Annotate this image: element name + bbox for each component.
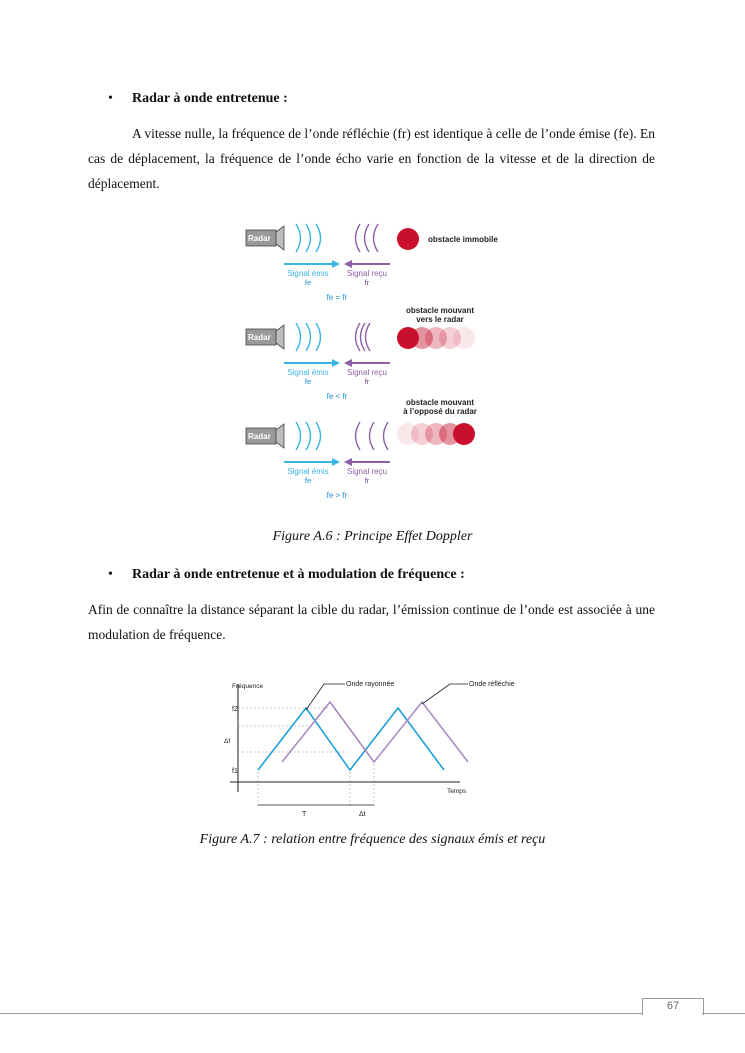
reflected-wave-label: Onde réfléchie	[469, 681, 515, 688]
emitted-wave-arc	[306, 323, 311, 351]
doppler-row-1	[246, 224, 498, 302]
fr-label: fr	[364, 377, 370, 386]
section2-paragraph-rest: associée à une modulation de fréquence.	[88, 602, 655, 642]
emitted-arrowhead	[332, 458, 340, 466]
bullet: •	[108, 91, 113, 106]
received-wave-arc	[361, 323, 366, 351]
bullet: •	[108, 567, 113, 582]
emitted-wave-label: Onde rayonnée	[346, 681, 395, 688]
received-wave-arc	[356, 422, 361, 450]
signal-emis-label: Signal émis	[287, 467, 329, 476]
frequency-time-figure	[220, 672, 530, 822]
moving-obstacle-trail	[453, 423, 475, 445]
section2-paragraph-line1: Afin de connaître la distance séparant la cible du radar, l’émission continue de l’onde est	[88, 602, 574, 617]
received-wave-arc	[365, 224, 370, 252]
delay-label: Δt	[359, 811, 366, 818]
received-wave-arc	[370, 422, 375, 450]
section2-paragraph	[88, 597, 655, 647]
signal-recu-label: Signal reçu	[346, 269, 388, 278]
frequency-relation: fe = fr	[326, 293, 348, 302]
doppler-row-2	[246, 306, 475, 401]
received-arrowhead	[344, 260, 352, 268]
section1-paragraph	[88, 121, 655, 196]
doppler-figure	[240, 210, 510, 510]
signal-recu-label: Signal reçu	[346, 467, 388, 476]
frequency-relation: fe > fr	[326, 491, 348, 500]
reflected-wave	[282, 702, 468, 762]
obstacle-immobile	[397, 228, 419, 250]
emitted-wave-arc	[316, 323, 321, 351]
x-axis-label: Temps	[447, 788, 467, 795]
page-number: 67	[666, 1000, 680, 1012]
section1-title: Radar à onde entretenue :	[132, 91, 288, 106]
radar-label: Radar	[248, 234, 271, 243]
section1-paragraph-rest: émise (fe). En cas de déplacement, la fréquence de l’onde écho varie en fonction de la vitesse et de la direction de déplacement.	[88, 126, 656, 191]
figure6-caption: Figure A.6 : Principe Effet Doppler	[272, 529, 473, 544]
received-wave-arc	[384, 422, 389, 450]
delta-f-label: Δf	[224, 738, 231, 745]
signal-recu-label: Signal reçu	[346, 368, 388, 377]
fe-label: fe	[304, 476, 312, 485]
emitted-pointer	[306, 684, 324, 710]
radar-horn	[276, 226, 284, 250]
section-title-radar-onde-entretenue	[108, 91, 288, 107]
obstacle-label: obstacle immobile	[428, 235, 498, 244]
fr-label: fr	[364, 278, 370, 287]
figure7-caption: Figure A.7 : relation entre fréquence des signaux émis et reçu	[199, 832, 546, 847]
y-axis-label: Fréquence	[232, 683, 264, 690]
footer-rule-right	[702, 1013, 745, 1014]
emitted-wave-arc	[296, 323, 301, 351]
radar-horn	[276, 424, 284, 448]
radar-label: Radar	[248, 432, 271, 441]
received-wave-arc	[374, 224, 379, 252]
emitted-wave-arc	[296, 224, 301, 252]
reflected-pointer	[422, 684, 450, 704]
fe-label: fe	[304, 377, 312, 386]
signal-emis-label: Signal émis	[287, 368, 329, 377]
received-wave-arc	[356, 323, 361, 351]
section-title-radar-fmcw	[108, 567, 465, 583]
radar-label: Radar	[248, 333, 271, 342]
received-wave-arc	[366, 323, 371, 351]
doppler-row-3	[246, 398, 477, 500]
emitted-wave	[258, 708, 444, 770]
footer-rule	[0, 1013, 643, 1014]
obstacle-label-1: obstacle mouvant	[405, 306, 475, 315]
received-arrowhead	[344, 359, 352, 367]
emitted-arrowhead	[332, 359, 340, 367]
f1-label: f1	[232, 768, 238, 775]
received-arrowhead	[344, 458, 352, 466]
obstacle-label-2: à l’opposé du radar	[403, 407, 477, 416]
emitted-wave-arc	[306, 422, 311, 450]
frequency-relation: fe < fr	[326, 392, 348, 401]
received-wave-arc	[356, 224, 361, 252]
emitted-wave-arc	[316, 422, 321, 450]
period-label: T	[302, 811, 307, 818]
emitted-wave-arc	[306, 224, 311, 252]
signal-emis-label: Signal émis	[287, 269, 329, 278]
obstacle-label-1: obstacle mouvant	[405, 398, 475, 407]
obstacle-label-2: vers le radar	[416, 315, 464, 324]
radar-horn	[276, 325, 284, 349]
emitted-arrowhead	[332, 260, 340, 268]
moving-obstacle-trail	[397, 327, 419, 349]
emitted-wave-arc	[316, 224, 321, 252]
fr-label: fr	[364, 476, 370, 485]
fe-label: fe	[304, 278, 312, 287]
section2-title: Radar à onde entretenue et à modulation de fréquence :	[132, 567, 465, 582]
emitted-wave-arc	[296, 422, 301, 450]
section1-paragraph-line1: A vitesse nulle, la fréquence de l’onde réfléchie (fr) est identique à celle de l’onde	[132, 126, 576, 141]
f2-label: f2	[232, 706, 238, 713]
